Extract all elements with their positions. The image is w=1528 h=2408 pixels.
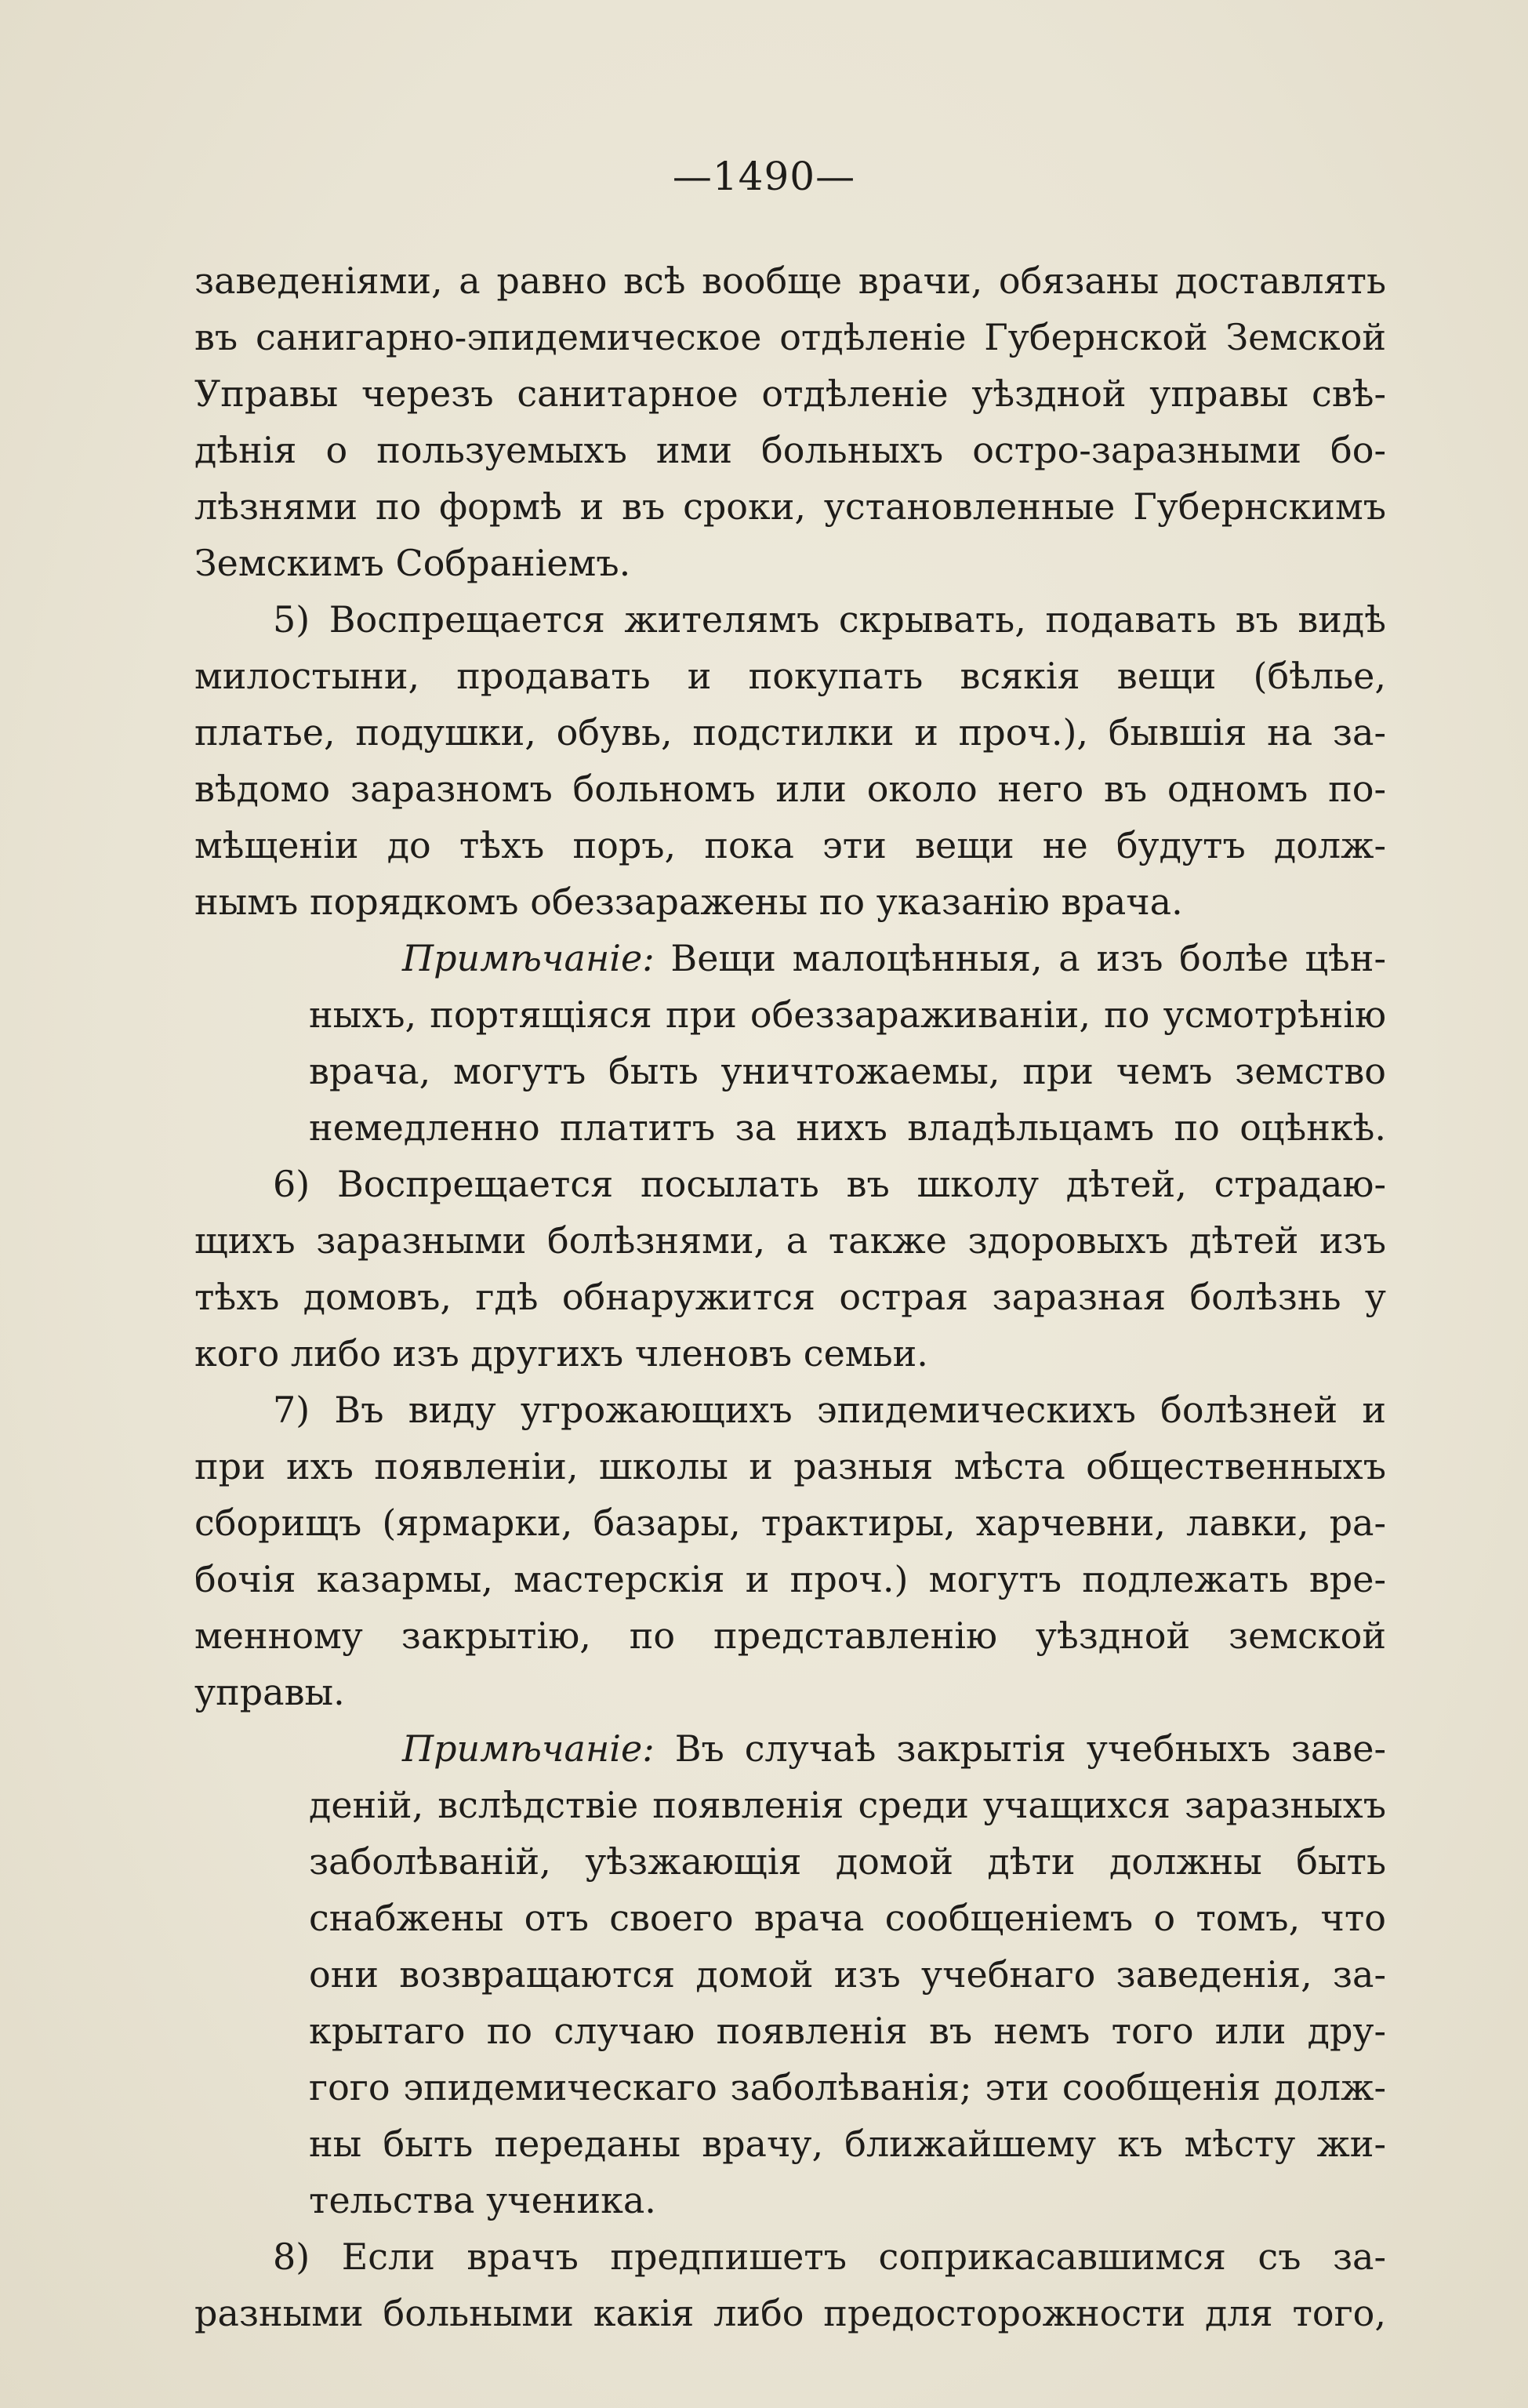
page-number: —1490— (672, 154, 856, 199)
note-heading: Примѣчаніе: (402, 937, 655, 979)
text-line: мѣщеніи до тѣхъ поръ, пока эти вещи не будутъ долж- (194, 824, 1386, 866)
text-line: нымъ порядкомъ обеззаражены по указанію врача. (194, 881, 1183, 923)
text-line: Земскимъ Собраніемъ. (194, 542, 631, 584)
paragraph-6-start: 6) Воспрещается посылать въ школу дѣтей, страдаю- (273, 1163, 1386, 1205)
note-line: крытаго по случаю появленія въ немъ того или дру- (309, 2010, 1386, 2052)
text-line: кого либо изъ другихъ членовъ семьи. (194, 1332, 928, 1375)
note-line: заболѣваній, уѣзжающія домой дѣти должны быть (309, 1840, 1386, 1883)
text-line: сборищъ (ярмарки, базары, трактиры, харчевни, лавки, ра- (194, 1502, 1386, 1544)
text-line: тѣхъ домовъ, гдѣ обнаружится острая заразная болѣзнь у (194, 1276, 1386, 1318)
note-heading: Примѣчаніе: (402, 1727, 655, 1770)
text-line: менному закрытію, по представленію уѣздной земской (194, 1614, 1386, 1657)
note-line: ны быть переданы врачу, ближайшему къ мѣсту жи- (309, 2123, 1386, 2165)
text-line: дѣнія о пользуемыхъ ими больныхъ остро-заразными бо- (194, 429, 1386, 471)
paragraph-7-start: 7) Въ виду угрожающихъ эпидемическихъ болѣзней и (273, 1389, 1386, 1431)
note-2-start: Примѣчаніе: Въ случаѣ закрытія учебныхъ заве- (402, 1727, 1386, 1770)
text-line: щихъ заразными болѣзнями, а также здоровыхъ дѣтей изъ (194, 1219, 1386, 1262)
text-line: лѣзнями по формѣ и въ сроки, установленные Губернскимъ (194, 485, 1386, 528)
text-line: въ санигарно-эпидемическое отдѣленіе Губернской Земской (194, 316, 1386, 358)
paragraph-8-start: 8) Если врачъ предпишетъ соприкасавшимся съ за- (273, 2235, 1386, 2278)
note-line: врача, могутъ быть уничтожаемы, при чемъ земство (309, 1050, 1386, 1092)
note-line: гого эпидемическаго заболѣванія; эти сообщенія долж- (309, 2066, 1386, 2108)
note-line: тельства ученика. (309, 2179, 656, 2221)
note-line: снабжены отъ своего врача сообщеніемъ о томъ, что (309, 1897, 1386, 1939)
text-line: милостыни, продавать и покупать всякія вещи (бѣлье, (194, 655, 1386, 697)
note-line: деній, вслѣдствіе появленія среди учащихся заразныхъ (309, 1784, 1386, 1826)
text-line: при ихъ появленіи, школы и разныя мѣста общественныхъ (194, 1445, 1386, 1487)
text-line: платье, подушки, обувь, подстилки и проч.), бывшія на за- (194, 711, 1386, 754)
paragraph-5-start: 5) Воспрещается жителямъ скрывать, подавать въ видѣ (273, 598, 1386, 641)
note-line: немедленно платитъ за нихъ владѣльцамъ по оцѣнкѣ. (309, 1106, 1386, 1149)
text-line: Управы черезъ санитарное отдѣленіе уѣздной управы свѣ- (194, 372, 1386, 415)
text-line: управы. (194, 1671, 345, 1713)
text-line: бочія казармы, мастерскія и проч.) могутъ подлежать вре- (194, 1558, 1386, 1600)
text-line: заведеніями, а равно всѣ вообще врачи, обязаны доставлять (194, 260, 1386, 302)
text-line: вѣдомо заразномъ больномъ или около него въ одномъ по- (194, 768, 1386, 810)
note-line: они возвращаются домой изъ учебнаго заведенія, за- (309, 1953, 1386, 1996)
text-line: разными больными какія либо предосторожности для того, (194, 2292, 1386, 2334)
note-1-start: Примѣчаніе: Вещи малоцѣнныя, а изъ болѣе цѣн- (402, 937, 1386, 979)
note-line: ныхъ, портящіяся при обеззараживаніи, по усмотрѣнію (309, 993, 1386, 1036)
